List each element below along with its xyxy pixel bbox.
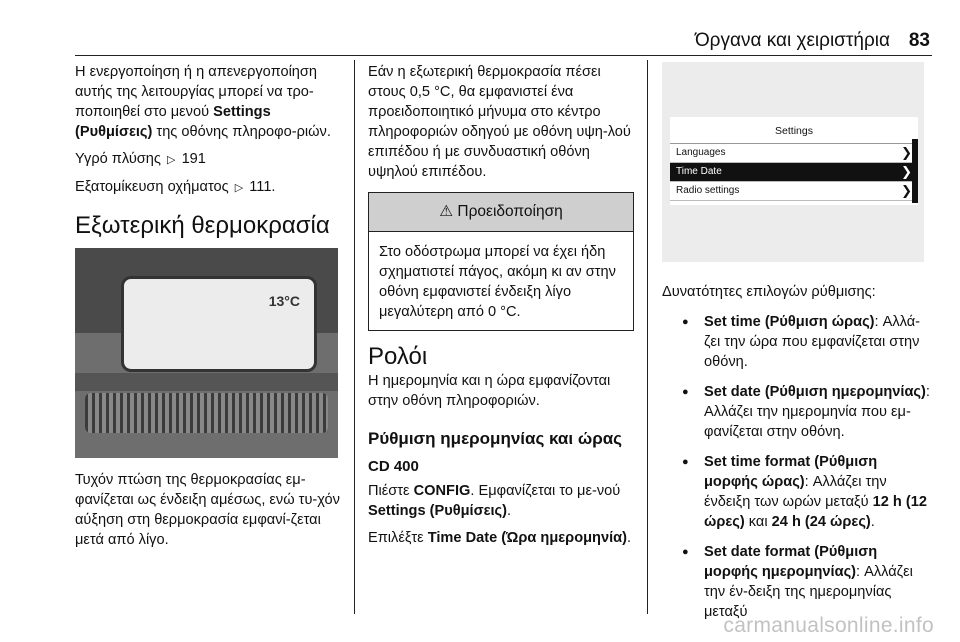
- reference-washer-fluid: Υγρό πλύσης ▷ 191: [75, 149, 343, 170]
- column-2: [368, 62, 634, 555]
- header-divider: [75, 55, 932, 56]
- column-divider-1: [354, 60, 355, 614]
- list-item: ● Set time format (Ρύθμιση μορφής ώρας): Αλλάζει την ένδειξη των ωρών μεταξύ 12 h (12 ώρες) και 24 h (24 ώρες).: [662, 452, 930, 532]
- list-item: ● Set date format (Ρύθμιση μορφής ημερομηνίας): Αλλάζει την έν-δειξη της ημερομηνίας μεταξύ: [662, 542, 930, 622]
- settings-menu: [670, 117, 918, 205]
- paragraph-ice-warning: Εάν η εξωτερική θερμοκρασία πέσει στους 0,5 °C, θα εμφανιστεί ένα προειδοποιητικό μήνυμα στο κέντρο πληροφοριών οδηγού με οθόνη υψη-λού επιπέδου ή με συνδυαστική οθόνη υψηλού επιπέδου.: [368, 64, 631, 180]
- settings-menu-title: Settings: [670, 117, 918, 144]
- section-title-outside-temp: Εξωτερική θερμοκρασία: [75, 212, 330, 239]
- temperature-readout: 13°C: [268, 293, 300, 309]
- settings-screen-illustration: [662, 62, 924, 262]
- page-header-title: Όργανα και χειριστήρια: [694, 30, 890, 51]
- section-title-clock: Ρολόι: [368, 343, 428, 370]
- column-3: [662, 62, 930, 632]
- list-item: ● Set time (Ρύθμιση ώρας): Αλλά-ζει την ώρα που εμφανίζεται στην οθόνη.: [662, 312, 930, 372]
- column-divider-2: [647, 60, 648, 614]
- warning-triangle-icon: ⚠: [439, 203, 454, 220]
- warning-box: [368, 192, 634, 331]
- info-display: [121, 276, 317, 372]
- menu-item-radio-settings[interactable]: Radio settings ❯: [670, 182, 918, 201]
- options-list: [662, 312, 930, 622]
- paragraph-config: Πιέστε CONFIG. Εμφανίζεται το με-νού Settings (Ρυθμίσεις).: [368, 483, 621, 519]
- warning-text: Στο οδόστρωμα μπορεί να έχει ήδη σχηματιστεί πάγος, ακόμη κι αν στην οθόνη εμφανιστεί ένδειξη λίγο μεγαλύτερη από 0 °C.: [379, 244, 616, 320]
- air-vents: [85, 393, 328, 433]
- page-ref-arrow-icon: ▷: [234, 182, 244, 194]
- paragraph-temp-caption: Τυχόν πτώση της θερμοκρασίας εμ-φανίζεται ως ένδειξη αμέσως, ενώ τυ-χόν αύξηση στη θερμοκρασία εμφανί-ζεται μετά από λίγο.: [75, 472, 340, 548]
- chevron-right-icon: ❯: [901, 164, 912, 179]
- chevron-right-icon: ❯: [901, 183, 912, 198]
- list-item: ● Set date (Ρύθμιση ημερομηνίας): Αλλάζει την ημερομηνία που εμ-φανίζεται στην οθόνη.: [662, 382, 930, 442]
- chevron-right-icon: ❯: [901, 145, 912, 160]
- menu-item-languages[interactable]: Languages ❯: [670, 144, 918, 163]
- paragraph-clock: Η ημερομηνία και η ώρα εμφανίζονται στην οθόνη πληροφοριών.: [368, 373, 611, 409]
- page-ref-arrow-icon: ▷: [167, 154, 176, 166]
- paragraph-activation: Η ενεργοποίηση ή η απενεργοποίηση αυτής της λειτουργίας μπορεί να τρο-ποποιηθεί στο μενού Settings (Ρυθμίσεις) της οθόνης πληροφο-ριών.: [75, 64, 331, 140]
- subsection-title-set-date-time: Ρύθμιση ημερομηνίας και ώρας: [368, 429, 622, 448]
- paragraph-options-intro: Δυνατότητες επιλογών ρύθμισης:: [662, 284, 876, 300]
- paragraph-select-time-date: Επιλέξτε Time Date (Ώρα ημερομηνία).: [368, 530, 632, 546]
- menu-item-time-date[interactable]: Time Date ❯: [670, 163, 918, 182]
- scrollbar[interactable]: [912, 139, 918, 203]
- reference-personalization: Εξατομίκευση οχήματος ▷ 111.: [75, 177, 343, 198]
- warning-header: ⚠ Προειδοποίηση: [369, 193, 633, 232]
- cd400-title: CD 400: [368, 458, 419, 475]
- page-number: 83: [908, 30, 930, 51]
- watermark: carmanualsonline.info: [723, 614, 934, 637]
- column-1: [75, 62, 343, 557]
- dashboard-photo: [75, 248, 338, 458]
